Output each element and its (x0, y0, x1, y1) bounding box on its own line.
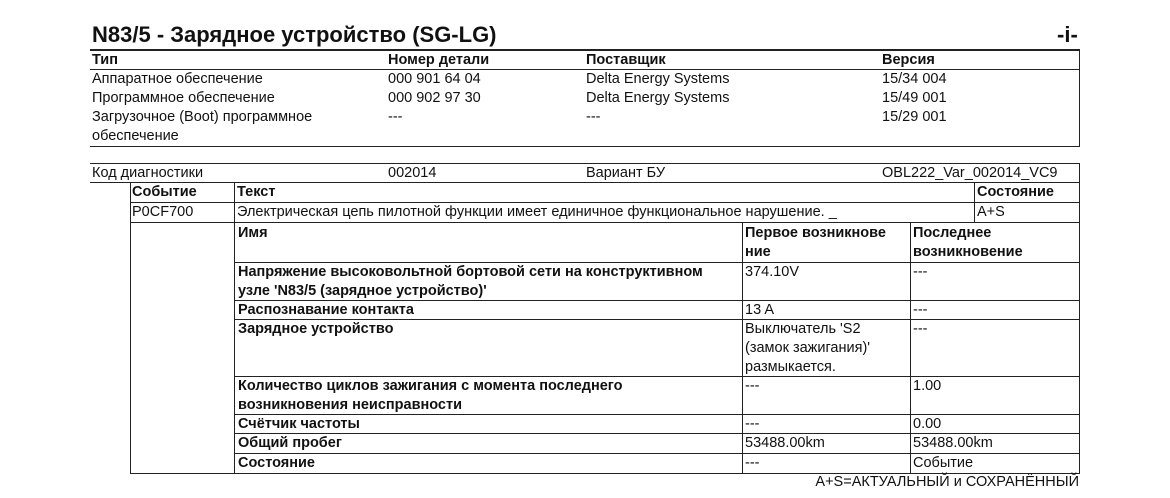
env-col-divider (910, 222, 911, 474)
events-row-rule (130, 222, 1080, 223)
env-name: Состояние (238, 455, 315, 471)
env-last: --- (913, 302, 928, 318)
supplier-cell: Delta Energy Systems (586, 90, 730, 106)
env-last: 53488.00km (913, 435, 993, 451)
status-legend: A+S=АКТУАЛЬНЫЙ и СОХРАНЁННЫЙ (815, 474, 1079, 490)
version-cell: 15/34 004 (882, 71, 947, 87)
env-first: 53488.00km (745, 435, 825, 451)
supplier-cell: --- (586, 109, 601, 125)
info-marker: -i- (1057, 22, 1078, 47)
env-right-border (1079, 222, 1080, 474)
event-code: P0CF700 (132, 204, 194, 220)
col-header-last: Последнее (913, 225, 992, 241)
variant-label: Вариант БУ (586, 165, 666, 181)
env-name: Количество циклов зажигания с момента последнего (238, 378, 623, 394)
event-status: A+S (977, 204, 1005, 220)
env-last: 0.00 (913, 416, 942, 432)
version-cell: 15/29 001 (882, 109, 947, 125)
type-cell: Загрузочное (Boot) программное (92, 109, 313, 125)
env-col-divider (742, 222, 743, 474)
col-header-status: Состояние (977, 184, 1054, 200)
env-first-cont: размыкается. (745, 359, 836, 375)
col-header-event: Событие (132, 184, 197, 200)
diag-code: 002014 (388, 165, 437, 181)
part-cell: 000 901 64 04 (388, 71, 481, 87)
type-cell: Программное обеспечение (92, 90, 275, 106)
env-first: 13 A (745, 302, 775, 318)
env-left-border (234, 222, 235, 474)
env-first: --- (745, 378, 760, 394)
col-header-first: Первое возникнове (745, 225, 886, 241)
col-header-last-cont: возникновение (913, 244, 1023, 260)
versions-right-border (1079, 49, 1080, 147)
env-name: Распознавание контакта (238, 302, 414, 318)
type-cell: Аппаратное обеспечение (92, 71, 263, 87)
part-cell: --- (388, 109, 403, 125)
col-header-supplier: Поставщик (586, 52, 666, 68)
env-name: Общий пробег (238, 435, 342, 451)
env-first: --- (745, 416, 760, 432)
diag-right-border (1079, 163, 1080, 182)
env-first: 374.10V (745, 264, 800, 280)
col-header-first-cont: ние (745, 244, 771, 260)
env-name: Счётчик частоты (238, 416, 360, 432)
version-cell: 15/49 001 (882, 90, 947, 106)
env-row-rule (234, 414, 1080, 415)
col-header-part: Номер детали (388, 52, 490, 68)
env-name-cont: узле 'N83/5 (зарядное устройство)' (238, 283, 487, 299)
env-last: 1.00 (913, 378, 942, 394)
events-left-border (130, 182, 131, 474)
col-header-version: Версия (882, 52, 935, 68)
diag-label: Код диагностики (92, 165, 204, 181)
variant-value: OBL222_Var_002014_VC9 (882, 165, 1058, 181)
env-last: Событие (913, 455, 974, 471)
versions-bottom-rule (90, 146, 1080, 147)
event-text: Электрическая цепь пилотной функции имеет единичное функциональное нарушение. _ (237, 204, 837, 220)
page-title: N83/5 - Зарядное устройство (SG-LG) (92, 22, 497, 47)
type-cell-cont: обеспечение (92, 128, 179, 144)
env-first-cont: (замок зажигания)' (745, 340, 871, 356)
env-name: Зарядное устройство (238, 321, 394, 337)
col-header-name: Имя (238, 225, 268, 241)
env-first: --- (745, 455, 760, 471)
col-header-text: Текст (237, 184, 276, 200)
col-header-type: Тип (92, 52, 118, 68)
supplier-cell: Delta Energy Systems (586, 71, 730, 87)
env-last: --- (913, 264, 928, 280)
env-last: --- (913, 321, 928, 337)
env-name: Напряжение высоковольтной бортовой сети на конструктивном (238, 264, 703, 280)
part-cell: 000 902 97 30 (388, 90, 481, 106)
env-first: Выключатель 'S2 (745, 321, 861, 337)
env-name-cont: возникновения неисправности (238, 397, 462, 413)
